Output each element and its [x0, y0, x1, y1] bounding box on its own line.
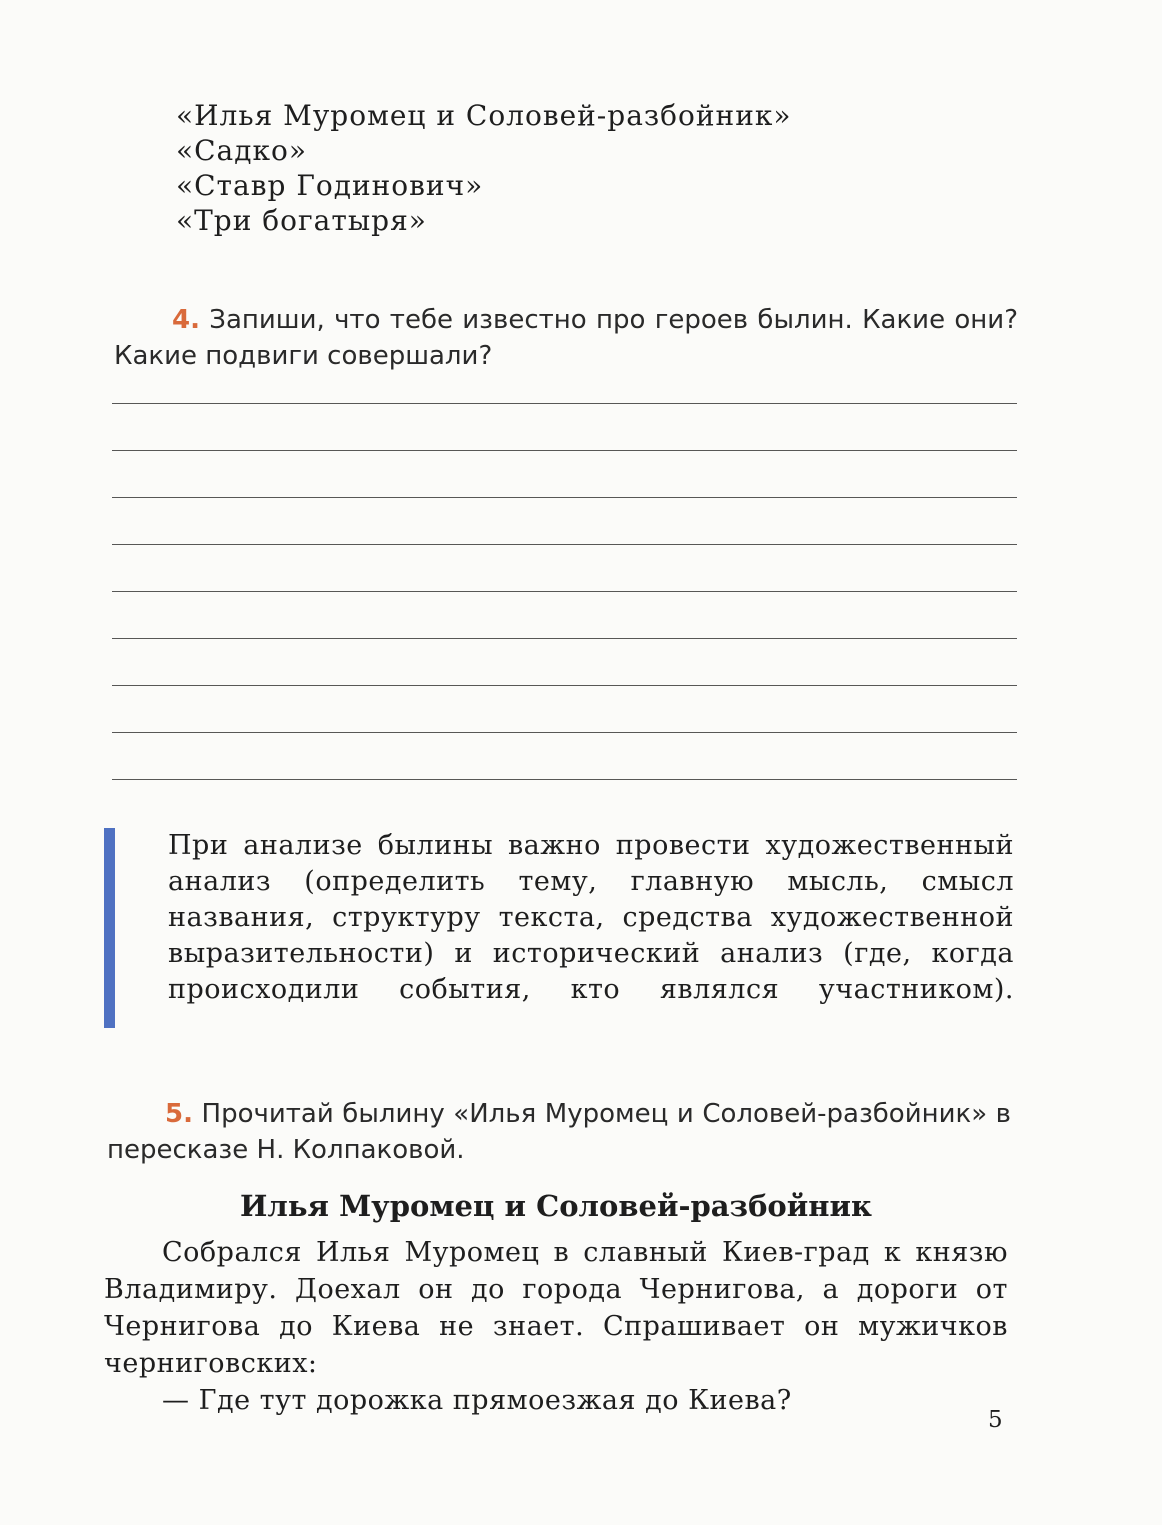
task-4-number: 4.: [172, 305, 200, 335]
title-item: «Илья Муромец и Соловей-разбойник»: [176, 99, 792, 132]
task-5: [107, 1096, 1011, 1168]
title-item: «Садко»: [176, 134, 307, 167]
story-paragraph: Собрался Илья Муромец в славный Киев-град к князю Владимиру. Доехал он до города Чернигова, а дороги от Чернигова до Киева не знает. Спрашивает он мужичков черниговских:: [104, 1237, 1008, 1379]
task-5-number: 5.: [165, 1099, 193, 1129]
answer-lines[interactable]: [112, 403, 1017, 826]
task-4: [114, 302, 1018, 374]
answer-line[interactable]: [112, 685, 1017, 686]
story-heading: Илья Муромец и Соловей-разбойник: [240, 1189, 872, 1223]
task-4-text: Запиши, что тебе известно про героев былин. Какие они? Какие подвиги совершали?: [114, 305, 1019, 371]
info-note: [104, 828, 1014, 1040]
answer-line[interactable]: [112, 403, 1017, 404]
answer-line[interactable]: [112, 497, 1017, 498]
title-item: «Три богатыря»: [176, 204, 427, 237]
answer-line[interactable]: [112, 591, 1017, 592]
note-text: При анализе былины важно провести художественный анализ (определить тему, главную мысль, смысл названия, структуру текста, средства художественной выразительности) и исторический анализ (где, когда происходили события, кто являлся участником).: [168, 830, 1014, 1005]
answer-line[interactable]: [112, 638, 1017, 639]
story-text: [104, 1234, 1008, 1419]
answer-line[interactable]: [112, 779, 1017, 780]
story-dialogue: — Где тут дорожка прямоезжая до Киева?: [162, 1385, 792, 1416]
page-number: 5: [988, 1407, 1003, 1433]
title-item: «Ставр Годинович»: [176, 169, 484, 202]
story-titles-list: [176, 98, 792, 238]
answer-line[interactable]: [112, 544, 1017, 545]
task-5-text: Прочитай былину «Илья Муромец и Соловей-разбойник» в пересказе Н. Колпаковой.: [107, 1099, 1011, 1165]
answer-line[interactable]: [112, 732, 1017, 733]
note-accent-bar: [104, 828, 115, 1028]
answer-line[interactable]: [112, 450, 1017, 451]
